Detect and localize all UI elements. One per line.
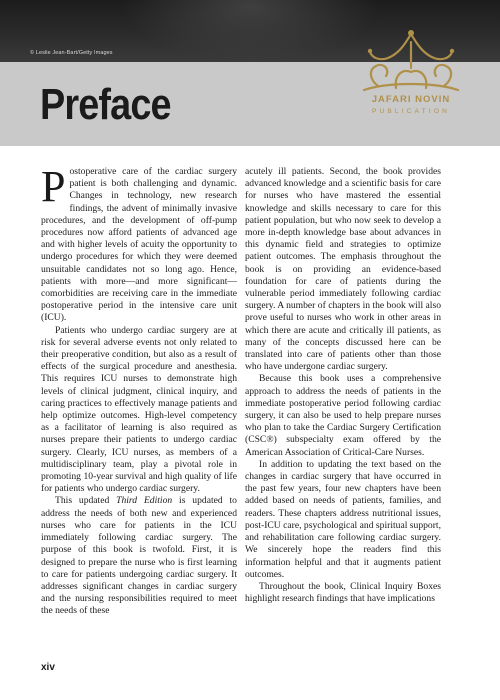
paragraph: [41, 495, 237, 617]
paragraph: Throughout the book, Clinical Inquiry Boxes highlight research findings that have implications: [245, 580, 441, 605]
crown-ornament-icon: [358, 28, 464, 94]
paragraph: In addition to updating the text based on the changes in cardiac surgery that have occurred in the past few years, four new chapters have been added based on needs of patients, families, and readers. These chapters address nutritional issues, post-ICU care, psychological and spiritual support, and rehabilitation care following cardiac surgery. We sincerely hope the readers find this information helpful and that it augments patient outcomes.: [245, 458, 441, 580]
edition-emphasis: Third Edition: [116, 495, 173, 507]
paragraph-text: This updated: [55, 495, 117, 507]
paragraph-text: is updated to address the needs of both new and experienced nurses who care for patients in the ICU immediately following cardiac surgery. The purpose of this book is twofold. First, it is designed to prepare the nurse who is first learning to care for patients undergoing cardiac surgery. It addresses significant changes in cardiac surgery and the nursing responsibilities required to meet the needs of these: [41, 495, 237, 617]
paragraph: Patients who undergo cardiac surgery are at risk for several adverse events not only related to their preoperative condition, but also as a result of effects of the surgical procedure and anesthesia. This requires ICU nurses to demonstrate high levels of clinical judgment, clinical inquiry, and caring practices to effectively manage patients and help optimize outcomes. High-level competency as a facilitator of learning is also required as nurses prepare their patients to undergo cardiac surgery. Clearly, ICU nurses, as members of a multidisciplinary team, play a pivotal role in promoting 10-year survival and high quality of life for patients who undergo cardiac surgery.: [41, 324, 237, 495]
publisher-subtitle: PUBLICATION: [371, 108, 451, 115]
photo-credit: © Leslie Jean-Bart/Getty Images: [30, 50, 113, 56]
text-column-left: [41, 162, 237, 618]
page-number: xiv: [41, 662, 55, 673]
paragraph: acutely ill patients. Second, the book provides advanced knowledge and a scientific basis for care for nurses who have mastered the essential knowledge and skills necessary to care for this patient population, but who now seek to develop a more in-depth knowledge base about advances in this dynamic field and strategies to optimize patient outcomes. The emphasis throughout the book is on providing an evidence-based foundation for care of patients during the vulnerable period immediately following cardiac surgery. A number of chapters in the book will also prove useful to nurses who work in other areas in which there are acute and critically ill patients, as many of the concepts discussed here can be translated into care of patients other than those who have undergone cardiac surgery.: [245, 166, 441, 373]
text-column-right: [245, 166, 441, 605]
paragraph: Because this book uses a comprehensive approach to address the needs of patients in the immediate postoperative period following cardiac surgery, it can also be used to help prepare nurses who plan to take the Cardiac Surgery Certification (CSC®) subspecialty exam offered by the American Association of Critical-Care Nurses.: [245, 373, 441, 458]
publisher-name: JAFARI NOVIN: [371, 94, 451, 105]
paragraph-text: ostoperative care of the cardiac surgery patient is both challenging and dynamic. Changes in technology, new research findings, the advent of minimally invasive procedures, and the development of off-pump procedures now afford patients of advanced age and with higher levels of acuity the opportunity to undergo procedures for which they were deemed unsuitable candidates not so long ago. Hence, patients with more—and more significant—comorbidities are receiving care in the immediate postoperative period in the intensive care unit (ICU).: [41, 166, 237, 324]
banner-photo-highlight: [120, 0, 380, 62]
paragraph: [41, 162, 237, 325]
publisher-logo: [352, 28, 470, 120]
drop-cap: P: [41, 162, 66, 211]
page-title: Preface: [40, 80, 171, 129]
